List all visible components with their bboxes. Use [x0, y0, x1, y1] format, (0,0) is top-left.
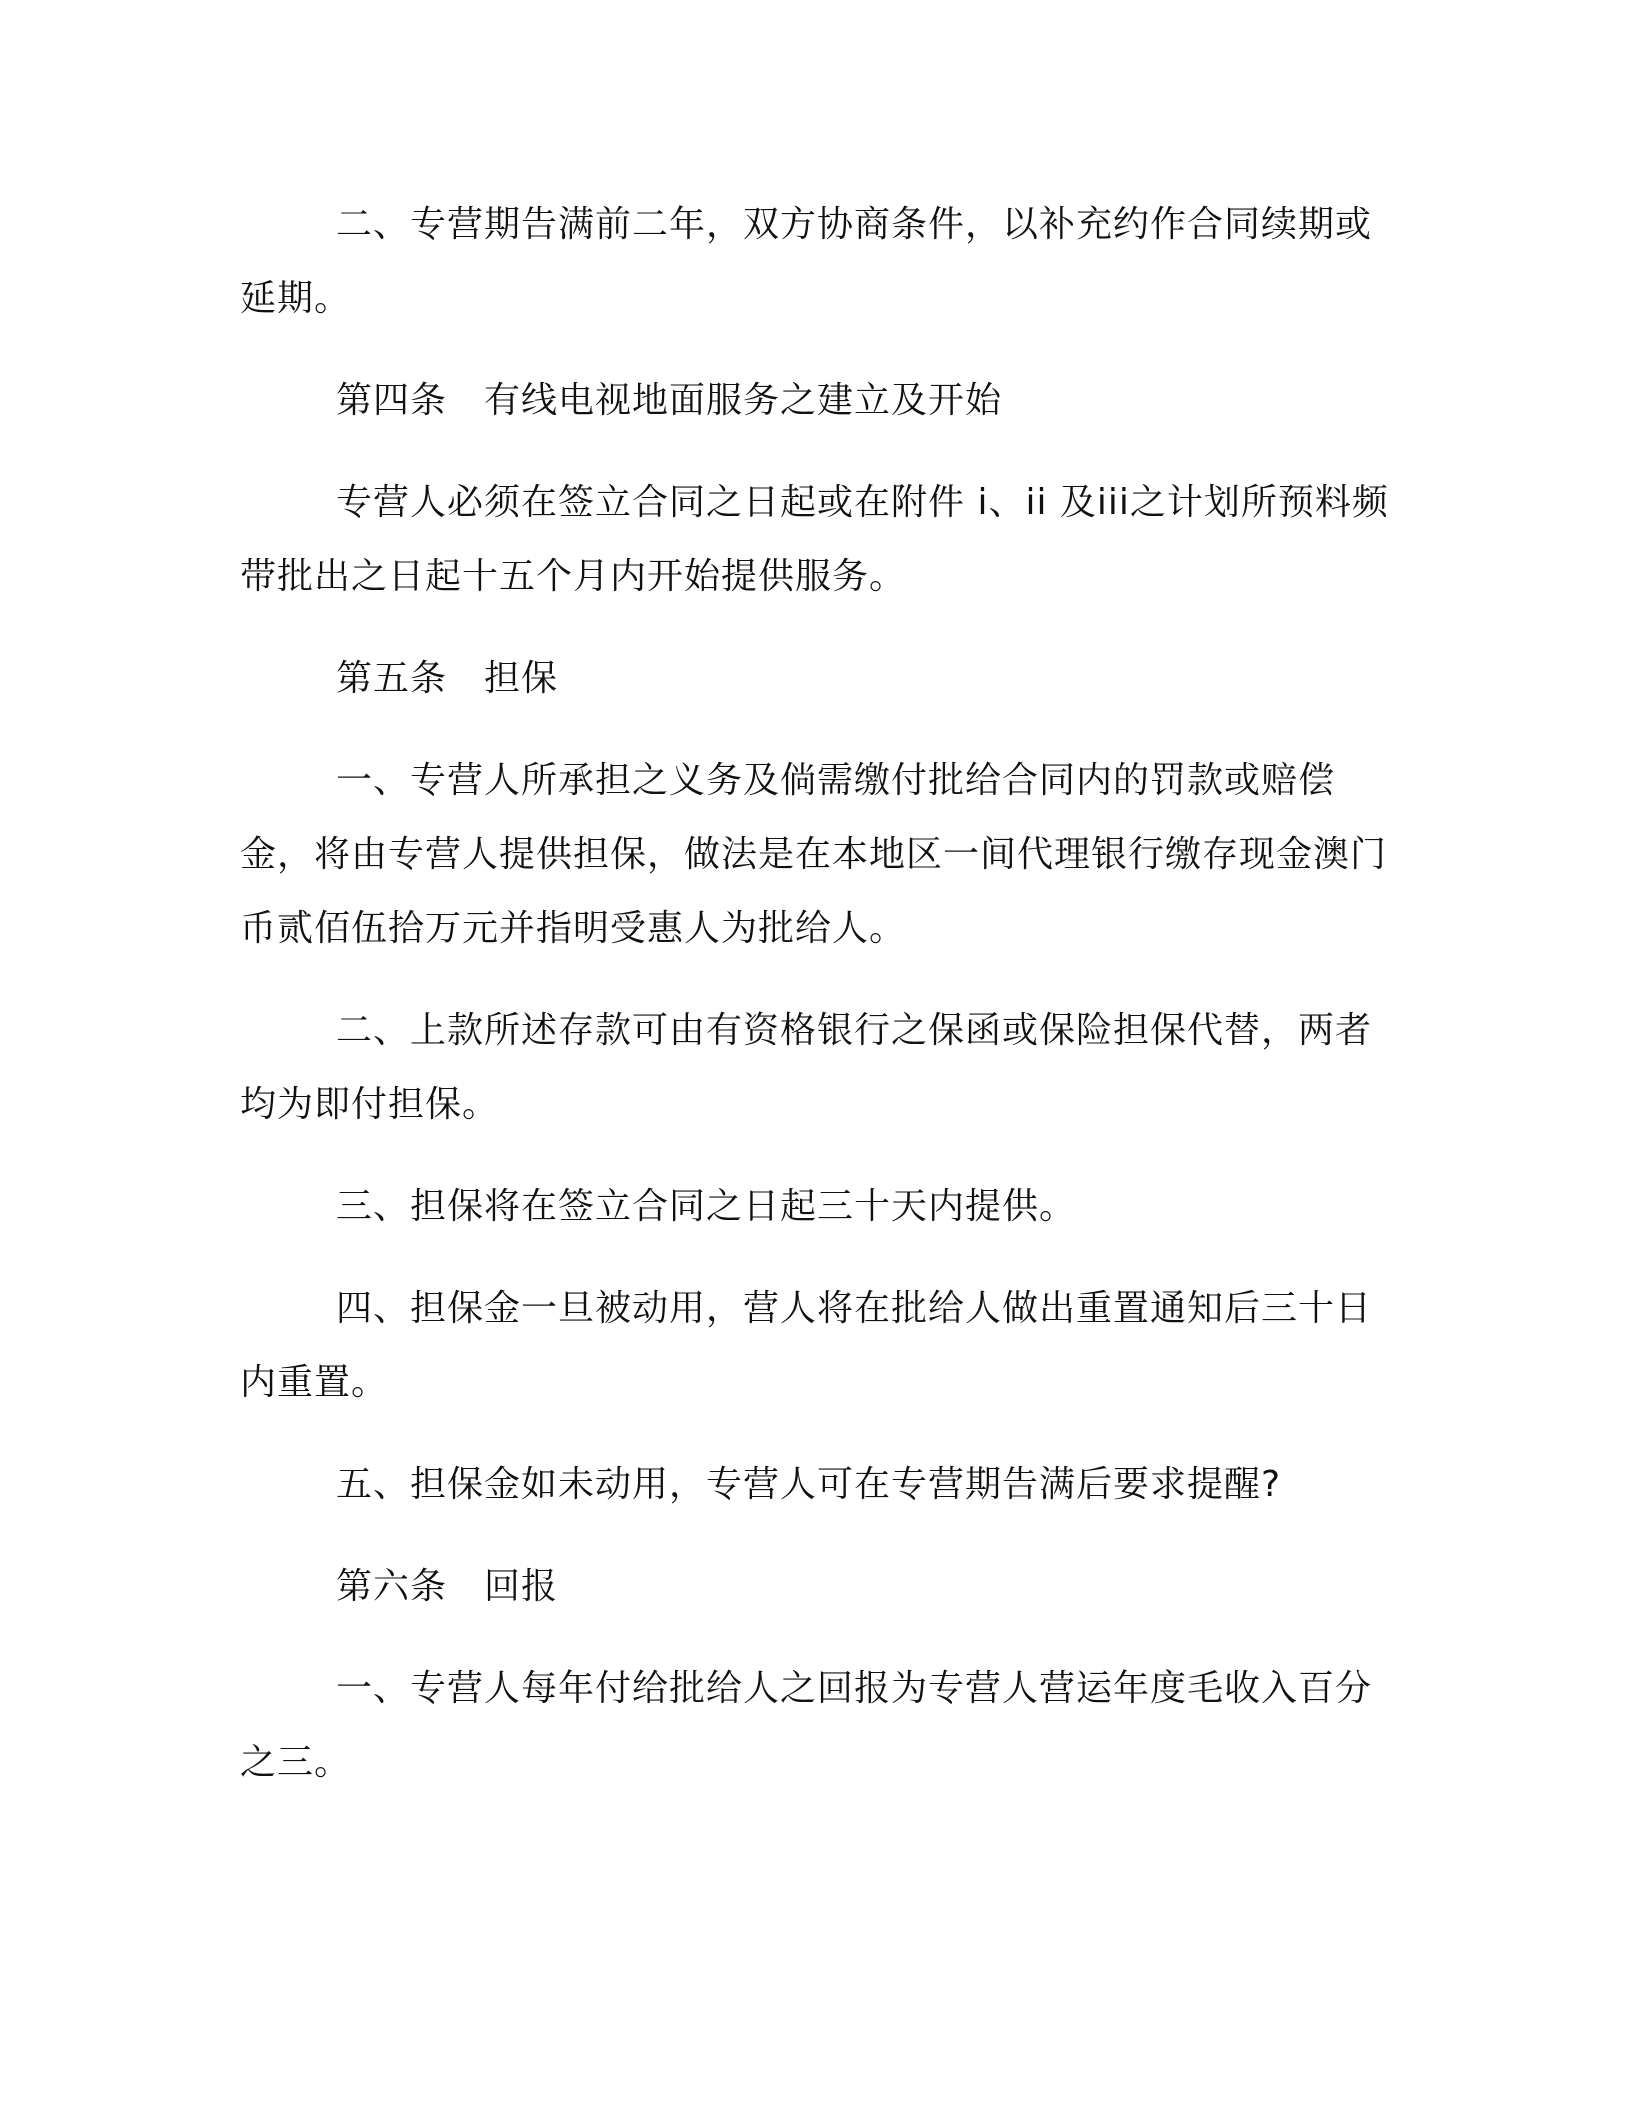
paragraph-guarantee-5: 五、担保金如未动用，专营人可在专营期告满后要求提醒? [336, 1464, 1282, 1505]
article-6-heading: 第六条 回报 [336, 1566, 559, 1607]
paragraph-guarantee-1: 一、专营人所承担之义务及倘需缴付批给合同内的罚款或赔偿金，将由专营人提供担保，做法是在本地区一间代理银行缴存现金澳门币贰佰伍拾万元并指明受惠人为批给人。 [240, 760, 1388, 949]
paragraph-guarantee-3: 三、担保将在签立合同之日起三十天内提供。 [336, 1186, 1077, 1227]
paragraph-return-1: 一、专营人每年付给批给人之回报为专营人营运年度毛收入百分之三。 [240, 1668, 1373, 1783]
paragraph-guarantee-2: 二、上款所述存款可由有资格银行之保函或保险担保代替，两者均为即付担保。 [240, 1010, 1373, 1125]
article-5-heading: 第五条 担保 [336, 658, 559, 699]
paragraph-extension-clause: 二、专营期告满前二年，双方协商条件，以补充约作合同续期或延期。 [240, 204, 1373, 319]
document-body [240, 188, 1400, 1828]
paragraph-guarantee-4: 四、担保金一旦被动用，营人将在批给人做出重置通知后三十日内重置。 [240, 1288, 1373, 1403]
article-4-heading: 第四条 有线电视地面服务之建立及开始 [336, 380, 1003, 421]
paragraph-service-start: 专营人必须在签立合同之日起或在附件 i、ii 及iii之计划所预料频带批出之日起十五个月内开始提供服务。 [240, 482, 1389, 597]
